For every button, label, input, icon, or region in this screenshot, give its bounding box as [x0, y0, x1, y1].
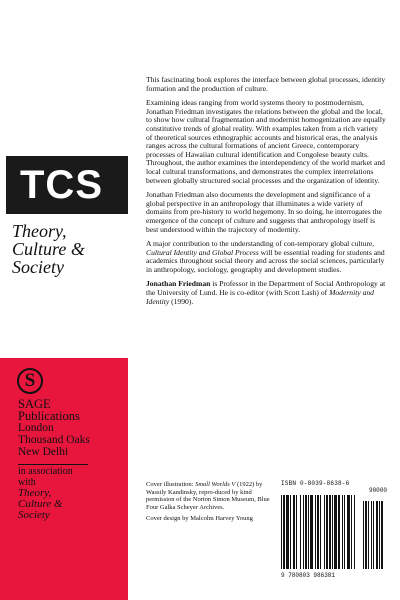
price-addon-number: 90000 — [368, 487, 387, 494]
text-run: Cover illustration: — [146, 481, 196, 488]
blurb-paragraph: Jonathan Friedman also documents the development and significance of a global perspective in an anthropology that illuminates a wide variety of domains from pre-history to world hegemony. In so doing, he interrogates the emergence of the concept of culture and suggests that anthropology itself is best understood within the trajectory of modernity. — [146, 190, 382, 234]
cover-credits — [146, 481, 274, 527]
blurb-paragraph — [146, 240, 386, 274]
publisher-line: New Delhi — [18, 446, 69, 458]
book-title: Cultural Identity and Global Process — [146, 247, 259, 257]
author-name: Jonathan Friedman — [146, 279, 211, 289]
text-run: (1990). — [169, 296, 194, 306]
text-run: is Professor in the Department of Social Anthropology at the University of Lund. He is co-editor (with Scott Lash) of — [146, 279, 386, 298]
text-run: A major contribution to the understanding of con-temporary global culture, — [146, 239, 375, 249]
blurb — [146, 76, 386, 312]
series-title-line: Culture & — [12, 239, 85, 259]
series-title-line: Society — [12, 257, 64, 277]
assoc-line: with — [18, 476, 36, 488]
book-title: Modernity and Identity — [146, 288, 374, 306]
artwork-title: Small Worlds V — [195, 481, 236, 488]
assoc-title-line: Theory, — [18, 487, 52, 499]
text-run: will be essential reading for students and academics throughout social theory and across the social sciences, particularly in anthropology, sociology, geography and development studies. — [146, 247, 385, 274]
publisher-name — [18, 398, 118, 458]
tcs-logo: TCS — [6, 156, 128, 214]
association-note — [18, 467, 118, 521]
barcode — [281, 480, 387, 582]
design-credit: Cover design by Malcolm Harvey Young — [146, 515, 253, 523]
series-title — [12, 222, 128, 276]
divider — [18, 464, 88, 465]
publisher-line: SAGE — [18, 397, 51, 411]
blurb-paragraph: Examining ideas ranging from world systems theory to postmodernism, Jonathan Friedman investigates the relations between the global and the local, to show how cultural fragmentation and modernist homogenization are equally constitutive trends of global reality. With examples taken from a rich variety of theoretical sources ethnographic accounts and historical eras, the analysis ranges across the cultural formations of ancient Greece, contemporary processes of Hawaiian cultural identification and Congolese beauty cults. Throughout, the author examines the interdependency of the world market and local cultural transformations, and demonstrates the complex interrelations between globally structured social processes and the organization of identity. — [146, 98, 386, 185]
publisher-line: London — [18, 422, 54, 434]
barcode-bars-icon — [281, 495, 387, 571]
publisher-panel — [0, 358, 128, 600]
barcode-digits: 9 780803 986381 — [281, 572, 336, 579]
illustration-credit — [146, 481, 274, 511]
assoc-title-line: Culture & — [18, 498, 63, 510]
publisher-line: Publications — [18, 409, 80, 423]
blurb-paragraph: This fascinating book explores the interface between global processes, identity formation and the production of culture. — [146, 75, 386, 93]
assoc-line: in association — [18, 466, 73, 477]
sage-logo-icon: S — [17, 368, 43, 394]
series-title-line: Theory, — [12, 221, 67, 241]
assoc-title-line: Society — [18, 509, 50, 521]
isbn-number: ISBN 0-8039-8638-6 — [281, 480, 350, 487]
text-run: (1922) by Wassily Kandinsky, repro-duced by kind permission of the Norton Simon Museum, Blue Four Galka Scheyer Archives. — [146, 481, 270, 511]
author-bio — [146, 280, 386, 306]
publisher-line: Thousand Oaks — [18, 434, 90, 446]
